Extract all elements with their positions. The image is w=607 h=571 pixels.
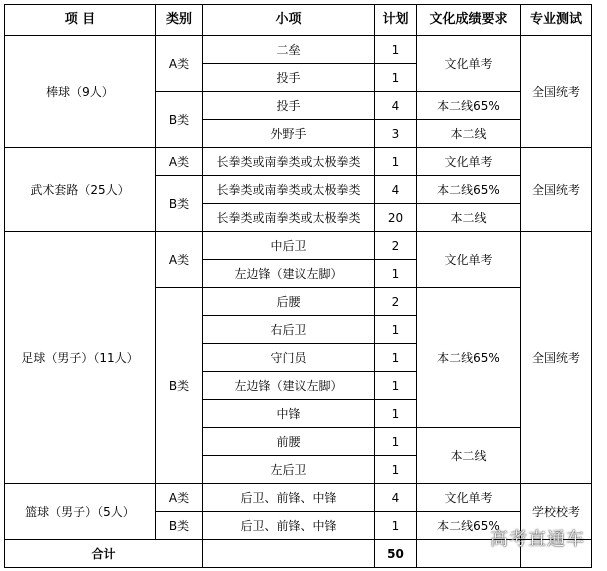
plan-cell: 3	[375, 120, 417, 148]
culture-cell: 文化单考	[417, 232, 521, 288]
culture-cell: 本二线	[417, 120, 521, 148]
project-wushu: 武术套路（25人）	[5, 148, 156, 232]
category-cell: B类	[156, 512, 203, 540]
project-football: 足球（男子）（11人）	[5, 232, 156, 484]
item-cell: 长拳类或南拳类或太极拳类	[203, 176, 375, 204]
culture-cell: 本二线	[417, 428, 521, 484]
item-cell: 投手	[203, 92, 375, 120]
total-blank	[203, 540, 375, 568]
category-cell: A类	[156, 232, 203, 288]
plan-cell: 1	[375, 148, 417, 176]
category-cell: B类	[156, 92, 203, 148]
item-cell: 长拳类或南拳类或太极拳类	[203, 148, 375, 176]
plan-cell: 1	[375, 372, 417, 400]
plan-cell: 4	[375, 176, 417, 204]
test-cell: 学校校考	[521, 484, 592, 540]
item-cell: 中锋	[203, 400, 375, 428]
category-cell: A类	[156, 148, 203, 176]
plan-cell: 1	[375, 400, 417, 428]
culture-cell: 本二线	[417, 204, 521, 232]
plan-cell: 4	[375, 92, 417, 120]
item-cell: 后腰	[203, 288, 375, 316]
header-category: 类别	[156, 5, 203, 36]
culture-cell: 文化单考	[417, 36, 521, 92]
culture-cell: 文化单考	[417, 484, 521, 512]
project-baseball: 棒球（9人）	[5, 36, 156, 148]
culture-cell: 本二线65%	[417, 176, 521, 204]
admission-plan-table	[4, 4, 592, 568]
header-plan: 计划	[375, 5, 417, 36]
plan-cell: 20	[375, 204, 417, 232]
plan-cell: 1	[375, 344, 417, 372]
plan-cell: 1	[375, 456, 417, 484]
culture-cell: 本二线65%	[417, 92, 521, 120]
plan-cell: 2	[375, 232, 417, 260]
item-cell: 守门员	[203, 344, 375, 372]
total-plan: 50	[375, 540, 417, 568]
plan-cell: 1	[375, 260, 417, 288]
culture-cell: 文化单考	[417, 148, 521, 176]
table-header-row	[5, 5, 592, 36]
culture-cell: 本二线65%	[417, 288, 521, 428]
plan-cell: 1	[375, 36, 417, 64]
header-test: 专业测试	[521, 5, 592, 36]
item-cell: 投手	[203, 64, 375, 92]
item-cell: 右后卫	[203, 316, 375, 344]
test-cell: 全国统考	[521, 148, 592, 232]
header-culture: 文化成绩要求	[417, 5, 521, 36]
item-cell: 二垒	[203, 36, 375, 64]
total-label: 合计	[5, 540, 203, 568]
item-cell: 左边锋（建议左脚）	[203, 260, 375, 288]
category-cell: A类	[156, 36, 203, 92]
watermark-text: 高考直通车	[490, 529, 585, 550]
plan-cell: 2	[375, 288, 417, 316]
item-cell: 中后卫	[203, 232, 375, 260]
item-cell: 长拳类或南拳类或太极拳类	[203, 204, 375, 232]
table-row	[5, 484, 592, 512]
item-cell: 左边锋（建议左脚）	[203, 372, 375, 400]
table-row	[5, 36, 592, 64]
table-row	[5, 148, 592, 176]
category-cell: A类	[156, 484, 203, 512]
item-cell: 后卫、前锋、中锋	[203, 512, 375, 540]
item-cell: 外野手	[203, 120, 375, 148]
culture-cell: 本二线65%	[417, 512, 521, 540]
item-cell: 前腰	[203, 428, 375, 456]
plan-cell: 1	[375, 428, 417, 456]
plan-cell: 4	[375, 484, 417, 512]
header-project: 项 目	[5, 5, 156, 36]
category-cell: B类	[156, 288, 203, 484]
header-item: 小项	[203, 5, 375, 36]
plan-cell: 1	[375, 64, 417, 92]
plan-cell: 1	[375, 316, 417, 344]
table-row	[5, 232, 592, 260]
test-cell: 全国统考	[521, 232, 592, 484]
item-cell: 左后卫	[203, 456, 375, 484]
plan-cell: 1	[375, 512, 417, 540]
category-cell: B类	[156, 176, 203, 232]
item-cell: 后卫、前锋、中锋	[203, 484, 375, 512]
project-basketball: 篮球（男子）（5人）	[5, 484, 156, 540]
test-cell: 全国统考	[521, 36, 592, 148]
